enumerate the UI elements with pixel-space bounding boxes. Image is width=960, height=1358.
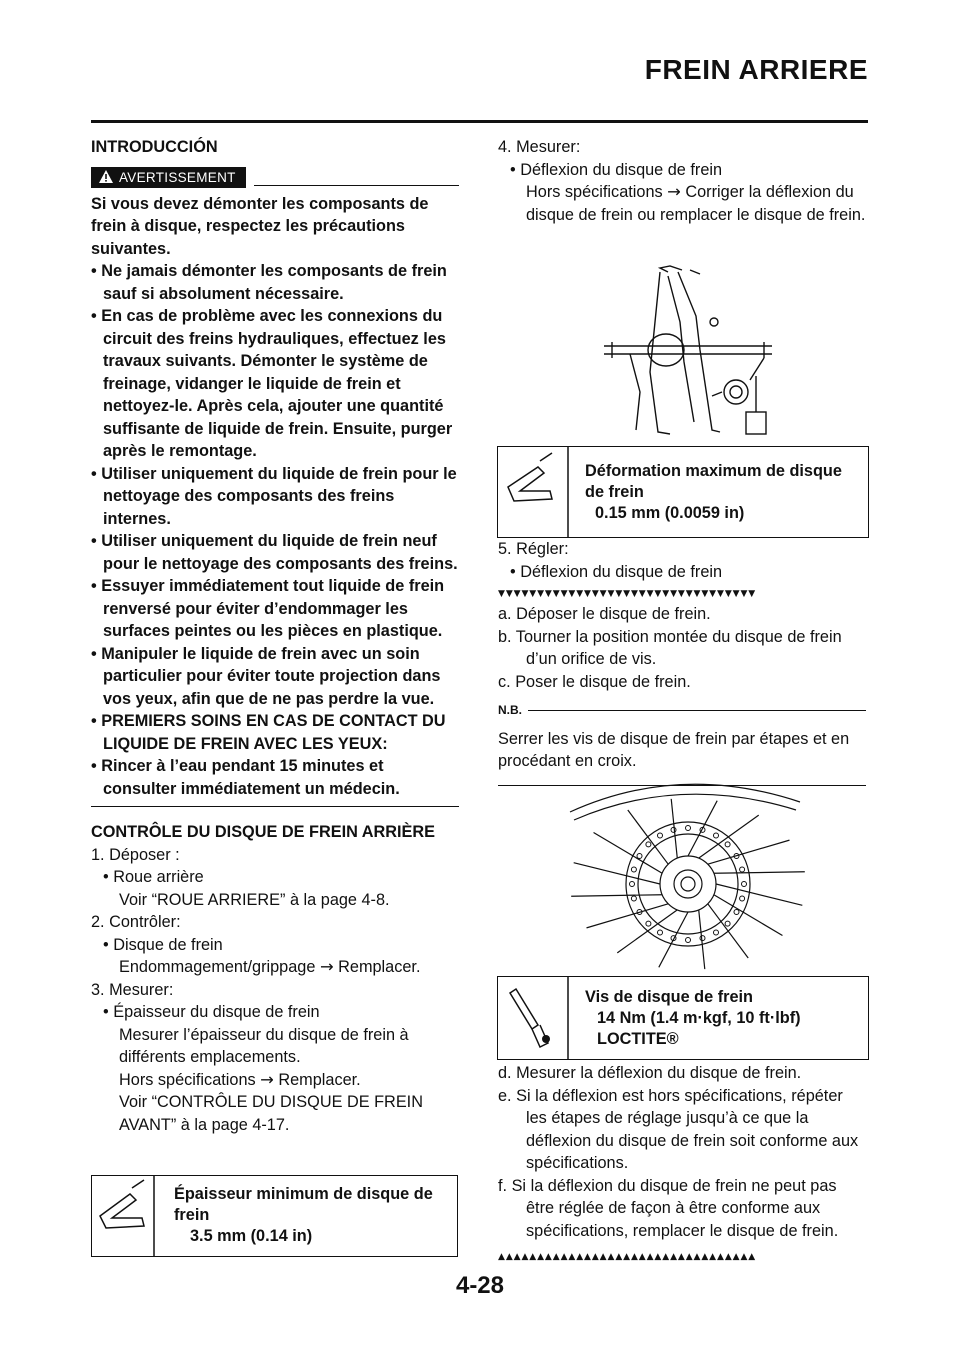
spec-box-bolts <box>497 976 869 1060</box>
step-3: 3. Mesurer: <box>91 980 174 999</box>
arrow-icon: → <box>260 1069 274 1089</box>
nb-text: Serrer les vis de disque de frein par étapes et en procédant en croix. <box>498 729 850 770</box>
step-1: 1. Déposer : <box>91 845 180 864</box>
nb-label: N.B. <box>498 703 522 717</box>
intro-heading: INTRODUCCIÓN <box>91 138 218 156</box>
page-number: 4-28 <box>455 1272 505 1299</box>
warning-triangle-icon <box>99 170 113 183</box>
arrow-icon: → <box>667 182 681 201</box>
page-title: FREIN ARRIERE <box>644 54 868 85</box>
step-4-result: Hors spécifications → Corriger la déflexion du disque de frein ou remplacer le disque de frein. <box>526 182 866 224</box>
arrow-icon: → <box>319 957 334 976</box>
step-2-result: Endommagement/grippage → Remplacer. <box>119 957 421 976</box>
substep: d. Mesurer la déflexion du disque de frein. <box>498 1064 802 1082</box>
spec-value: 0.15 mm (0.0059 in) <box>595 504 745 522</box>
spec-title: Épaisseur minimum de disque de frein <box>174 1185 433 1224</box>
disc-deflection-illustration <box>600 262 780 438</box>
spec-value: 14 Nm (1.4 m·kgf, 10 ft·lbf) <box>597 1009 801 1027</box>
step-2: 2. Contrôler: <box>91 913 181 931</box>
warning-item: • Utiliser uniquement du liquide de frein pour le nettoyage des composants des freins internes. <box>91 464 457 528</box>
right-column-top <box>498 136 866 226</box>
warning-item: • Rincer à l’eau pendant 15 minutes et consulter immédiatement un médecin. <box>91 757 400 798</box>
header-rule <box>91 120 868 123</box>
warning-item: • Essuyer immédiatement tout liquide de frein renversé pour éviter d’endommager les surfaces peintes ou les pièces en plastique. <box>91 577 445 640</box>
spec-value: 3.5 mm (0.14 in) <box>190 1227 313 1245</box>
substep: f. Si la déflexion du disque de frein ne peut pas être réglée de façon à être conforme aux spécifications, remplacer le disque de frein. <box>498 1176 839 1240</box>
right-column-bottom <box>498 1062 866 1262</box>
nb-header <box>498 699 866 722</box>
warning-label: AVERTISSEMENT <box>119 169 236 185</box>
warning-item: • Manipuler le liquide de frein avec un soin particulier pour éviter toute projection dans vos yeux, afin que de ne pas perdre la vue. <box>91 644 441 708</box>
step-1-bullet: • Roue arrière <box>103 868 204 886</box>
warning-item: • En cas de problème avec les connexions du circuit des freins hydrauliques, effectuez les travaux suivants. Démonter le système de freinage, vidanger le liquide de frein et nettoyez-le. Après cela, ajouter une quantité suffisante de liquide de frein. Ensuite, purger après le remontage. <box>91 307 453 460</box>
step-5-bullet: • Déflexion du disque de frein <box>510 562 723 581</box>
substep: e. Si la déflexion est hors spécifications, répéter les étapes de réglage jusqu’à ce que la déflexion du disque de frein soit conforme aux spécifications. <box>498 1086 859 1172</box>
torque-wrench-icon <box>498 977 576 1059</box>
substep: a. Déposer le disque de frein. <box>498 605 711 623</box>
spec-box-deflection <box>497 446 869 538</box>
step-3-bullet: • Épaisseur du disque de frein <box>103 1003 320 1021</box>
spec-text <box>585 987 864 1050</box>
warning-rule <box>254 185 459 186</box>
spec-box-thickness <box>91 1175 458 1257</box>
spec-text <box>174 1184 453 1247</box>
procedure-start-marker: ▼▼▼▼▼▼▼▼▼▼▼▼▼▼▼▼▼▼▼▼▼▼▼▼▼▼▼▼▼▼▼▼▼ <box>498 589 757 599</box>
step-4-bullet: • Déflexion du disque de frein <box>510 160 723 179</box>
procedure-end-marker: ▲▲▲▲▲▲▲▲▲▲▲▲▲▲▲▲▲▲▲▲▲▲▲▲▲▲▲▲▲▲▲▲▲ <box>498 1252 757 1262</box>
caliper-icon <box>92 1176 170 1256</box>
step-3-ref: Voir “CONTRÔLE DU DISQUE DE FREIN AVANT” à la page 4-17. <box>119 1093 423 1134</box>
step-3-result: Hors spécifications → Remplacer. <box>119 1069 361 1089</box>
section-heading: CONTRÔLE DU DISQUE DE FREIN ARRIÈRE <box>91 823 436 841</box>
warning-intro: Si vous devez démonter les composants de frein à disque, respectez les précautions suivantes. <box>91 194 429 258</box>
spec-title: Déformation maximum de disque de frein <box>585 462 842 501</box>
step-3-text: Mesurer l’épaisseur du disque de frein à différents emplacements. <box>119 1025 409 1066</box>
step-5: 5. Régler: <box>498 540 569 558</box>
step-1-ref: Voir “ROUE ARRIERE” à la page 4-8. <box>119 890 390 909</box>
warning-header <box>91 167 459 188</box>
right-column-mid <box>498 538 866 786</box>
caliper-icon <box>498 447 576 537</box>
step-2-bullet: • Disque de frein <box>103 935 223 954</box>
substep: c. Poser le disque de frein. <box>498 672 691 691</box>
warning-item: • PREMIERS SOINS EN CAS DE CONTACT DU LIQUIDE DE FREIN AVEC LES YEUX: <box>91 712 446 753</box>
step-4: 4. Mesurer: <box>498 138 581 156</box>
warning-item: • Ne jamais démonter les composants de frein sauf si absolument nécessaire. <box>91 262 447 303</box>
left-column <box>91 136 459 1136</box>
spec-text <box>585 461 864 524</box>
substep: b. Tourner la position montée du disque de frein d’un orifice de vis. <box>498 627 842 668</box>
warning-item: • Utiliser uniquement du liquide de frein neuf pour le nettoyage des composants des freins. <box>91 532 458 573</box>
spec-title: Vis de disque de frein <box>585 988 753 1006</box>
warning-badge <box>91 167 246 188</box>
spec-extra: LOCTITE® <box>597 1030 679 1048</box>
brake-disc-illustration <box>560 772 810 972</box>
